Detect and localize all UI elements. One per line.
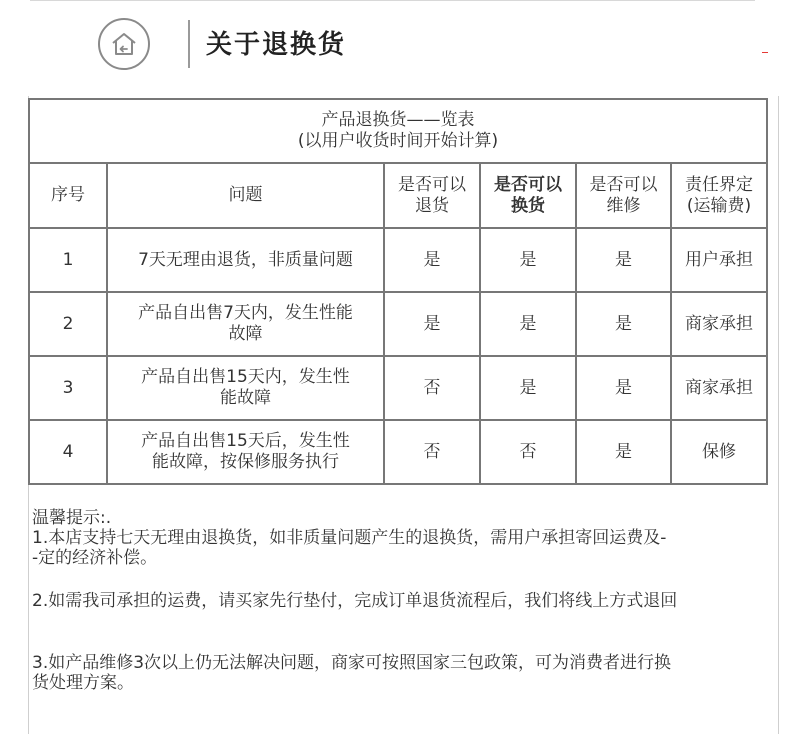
cell-issue: 产品自出售15天内，发生性 能故障 (107, 356, 384, 420)
cell-return: 否 (384, 356, 480, 420)
table-header-row (29, 163, 767, 228)
notes-section (32, 508, 772, 693)
notes-title: 温馨提示:. (32, 508, 112, 528)
cell-no: 4 (29, 420, 107, 484)
note-3-line1: 3.如产品维修3次以上仍无法解决问题，商家可按照国家三包政策，可为消费者进行换 (32, 653, 672, 673)
table-caption (29, 99, 767, 163)
top-divider (30, 0, 755, 1)
cell-exchange: 是 (480, 356, 576, 420)
cell-issue: 产品自出售15天后，发生性 能故障，按保修服务执行 (107, 420, 384, 484)
home-return-icon (98, 18, 150, 70)
cell-exchange: 是 (480, 292, 576, 356)
cell-no: 3 (29, 356, 107, 420)
table-caption-line1: 产品退换货——览表 (321, 110, 475, 130)
column-header-repair: 是否可以 维修 (576, 163, 671, 228)
column-header-issue: 问题 (107, 163, 384, 228)
note-1-line1: 1.本店支持七天无理由退换货，如非质量问题产生的退换货，需用户承担寄回运费及- (32, 528, 667, 548)
header-divider (188, 20, 190, 68)
cell-no: 2 (29, 292, 107, 356)
column-header-exchange: 是否可以 换货 (480, 163, 576, 228)
cell-liability: 用户承担 (671, 228, 767, 292)
cell-return: 是 (384, 228, 480, 292)
frame-right-line (778, 96, 779, 734)
column-header-no: 序号 (29, 163, 107, 228)
cell-return: 否 (384, 420, 480, 484)
cell-repair: 是 (576, 356, 671, 420)
cell-repair: 是 (576, 228, 671, 292)
cell-no: 1 (29, 228, 107, 292)
returns-table (28, 98, 768, 485)
cell-exchange: 否 (480, 420, 576, 484)
table-row (29, 420, 767, 484)
note-3-line2: 货处理方案。 (32, 673, 134, 693)
cell-liability: 商家承担 (671, 356, 767, 420)
section-header (98, 18, 738, 74)
cell-repair: 是 (576, 292, 671, 356)
cell-issue: 7天无理由退货，非质量问题 (107, 228, 384, 292)
page-title: 关于退换货 (206, 30, 347, 60)
cell-exchange: 是 (480, 228, 576, 292)
column-header-return: 是否可以 退货 (384, 163, 480, 228)
cell-issue: 产品自出售7天内，发生性能 故障 (107, 292, 384, 356)
cell-liability: 保修 (671, 420, 767, 484)
cell-repair: 是 (576, 420, 671, 484)
table-row (29, 228, 767, 292)
cell-liability: 商家承担 (671, 292, 767, 356)
note-2: 2.如需我司承担的运费，请买家先行垫付，完成订单退货流程后，我们将线上方式退回 (32, 591, 678, 611)
column-header-liability: 责任界定 (运输费) (671, 163, 767, 228)
cell-return: 是 (384, 292, 480, 356)
table-row (29, 356, 767, 420)
accent-mark (762, 52, 768, 53)
table-row (29, 292, 767, 356)
note-1-line2: -定的经济补偿。 (32, 548, 158, 568)
table-caption-line2: (以用户收货时间开始计算) (297, 131, 499, 151)
